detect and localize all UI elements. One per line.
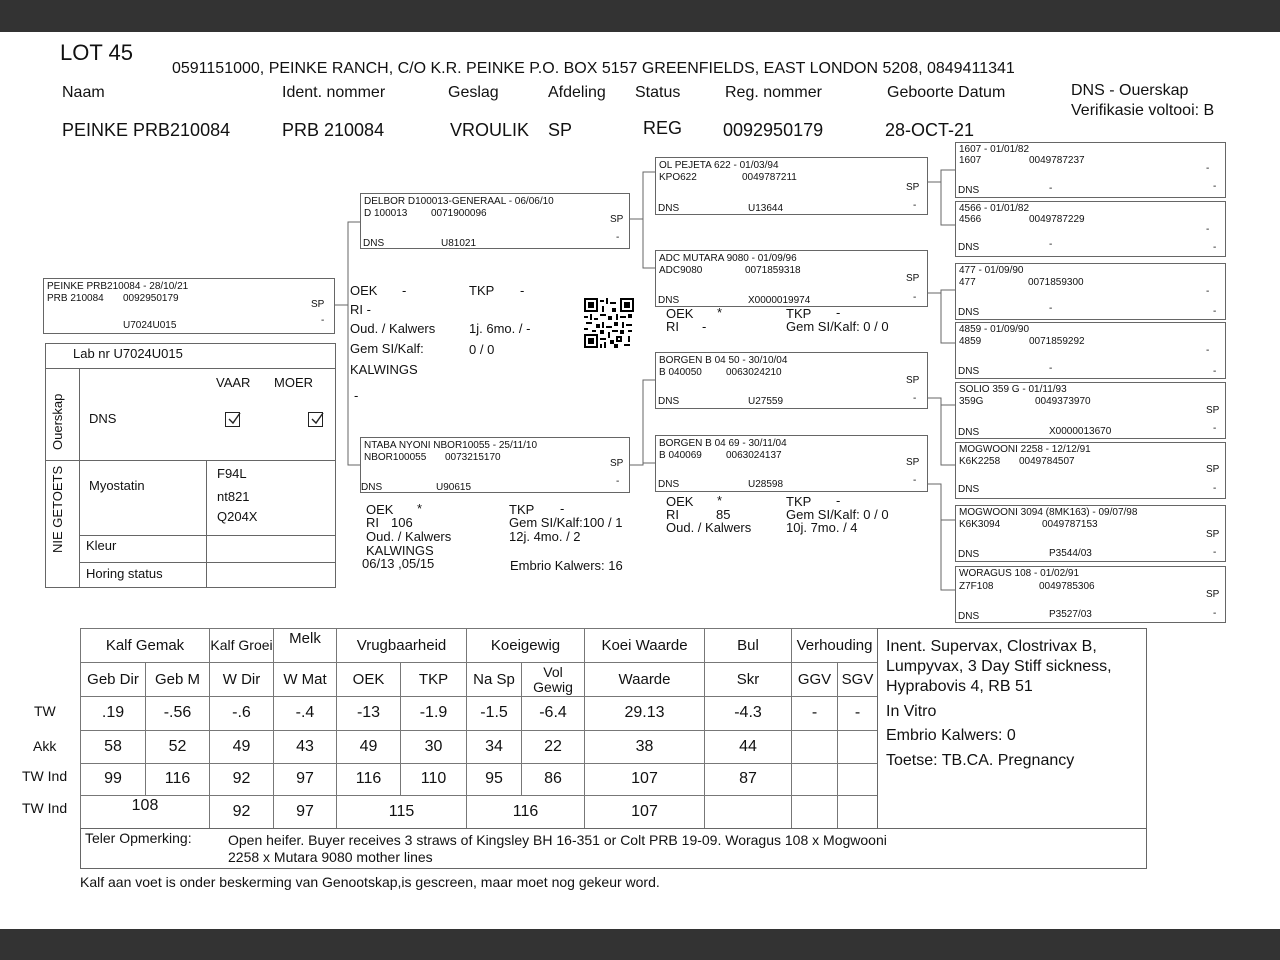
ggp-dash1: - xyxy=(1206,163,1210,174)
ggp-lab: P3527/03 xyxy=(1049,609,1092,620)
remark-label: Teler Opmerking: xyxy=(85,830,192,846)
cell: 49 xyxy=(337,731,401,764)
cell: 116 xyxy=(467,796,585,829)
ggp-reg: 0049787237 xyxy=(1029,155,1085,166)
mutara-tkp: TKP xyxy=(786,306,812,321)
ebv-table xyxy=(80,628,878,829)
ggp-card-5 xyxy=(955,382,1226,439)
gp-id: B 040050 xyxy=(659,367,702,378)
cell: .19 xyxy=(81,697,146,731)
mutara-ri-val: - xyxy=(702,319,707,334)
row-tw xyxy=(81,697,878,731)
ggp-line1: 4859 - 01/09/90 xyxy=(959,324,1030,335)
value-section: SP xyxy=(548,120,573,140)
ggp-line1: 1607 - 01/01/82 xyxy=(959,144,1030,155)
ggp-dash1: - xyxy=(1206,345,1210,356)
cell xyxy=(792,796,838,829)
ggp-card-7 xyxy=(955,505,1226,562)
cell: -.4 xyxy=(274,697,337,731)
cell: 107 xyxy=(585,764,705,796)
ggp-dns: DNS xyxy=(958,427,980,438)
qr-code xyxy=(583,298,635,348)
mutara-tkp-val: - xyxy=(836,305,841,320)
ggp-dash1: - xyxy=(1206,286,1210,297)
gp-card-2 xyxy=(655,250,928,307)
cell xyxy=(705,796,792,829)
mutara-oek-val: * xyxy=(717,305,723,320)
group-kalf-gemak: Kalf Gemak xyxy=(81,629,210,663)
animal-sp: SP xyxy=(311,299,325,310)
animal-reg: 0092950179 xyxy=(123,293,179,304)
animal-line1: PEINKE PRB210084 - 28/10/21 xyxy=(47,281,189,292)
lab-title: Lab nr U7024U015 xyxy=(73,346,183,361)
gp-dash: - xyxy=(913,292,917,303)
cell: -13 xyxy=(337,697,401,731)
group-kalf-groei: Kalf Groei xyxy=(210,629,274,663)
dam-oek: OEK xyxy=(366,502,394,517)
cell: 99 xyxy=(81,764,146,796)
ggp-sp: SP xyxy=(1206,405,1220,416)
value-name: PEINKE PRB210084 xyxy=(62,120,231,140)
ggp-dash2: - xyxy=(1213,242,1217,253)
ggp-card-6 xyxy=(955,442,1226,499)
gp-dns: DNS xyxy=(658,295,680,306)
col-w-mat: W Mat xyxy=(274,663,337,697)
gp-id: B 040069 xyxy=(659,450,702,461)
rowlabel-twind: TW Ind xyxy=(22,768,68,784)
ggp-lab: P3544/03 xyxy=(1049,548,1092,559)
ggp-dash2: - xyxy=(1213,423,1217,434)
lab-vaar: VAAR xyxy=(216,375,251,390)
ggp-reg: 0049785306 xyxy=(1039,581,1095,592)
col-tkp: TKP xyxy=(401,663,467,697)
sire-oek: OEK xyxy=(350,283,378,298)
dam-tkp: TKP xyxy=(509,502,535,517)
ggp-card-4 xyxy=(955,322,1226,379)
borgen-ri: RI xyxy=(666,507,679,522)
sire-dns: DNS xyxy=(363,238,385,249)
dam-sp: SP xyxy=(610,458,624,469)
cell: 43 xyxy=(274,731,337,764)
col-skr: Skr xyxy=(705,663,792,697)
gp-reg: 0063024210 xyxy=(726,367,782,378)
dam-embrio: Embrio Kalwers: 16 xyxy=(510,558,623,573)
gp-reg: 0049787211 xyxy=(742,172,797,183)
ggp-card-1 xyxy=(955,142,1226,198)
group-melk: Melk xyxy=(274,629,337,663)
mutara-oek: OEK xyxy=(666,306,694,321)
row-tw-ind xyxy=(81,764,878,796)
dam-ri: RI xyxy=(366,515,379,530)
ggp-dns: DNS xyxy=(958,242,980,253)
gp-line1: OL PEJETA 622 - 01/03/94 xyxy=(659,160,779,171)
animal-dash: - xyxy=(321,315,325,326)
group-vrugbaarheid: Vrugbaarheid xyxy=(337,629,467,663)
moer-check-icon xyxy=(308,412,323,427)
group-verhouding: Verhouding xyxy=(792,629,878,663)
gp-dns: DNS xyxy=(658,396,680,407)
breeder-info: 0591151000, PEINKE RANCH, C/O K.R. PEINKE P.O. BOX 5157 GREENFIELDS, EAST LONDON 5208, 0849411341 xyxy=(172,60,1015,77)
cell: 92 xyxy=(210,764,274,796)
ggp-sp: SP xyxy=(1206,589,1220,600)
ggp-id: K6K2258 xyxy=(959,456,1001,467)
ggp-dash2: - xyxy=(1213,608,1217,619)
gp-reg: 0071859318 xyxy=(745,265,801,276)
gp-dash: - xyxy=(913,200,917,211)
cell: 29.13 xyxy=(585,697,705,731)
ggp-line1: SOLIO 359 G - 01/11/93 xyxy=(959,384,1067,395)
cell: 38 xyxy=(585,731,705,764)
myo-val-1: F94L xyxy=(217,466,247,481)
cell: 52 xyxy=(146,731,210,764)
dam-tkp-val: - xyxy=(560,501,565,516)
col-geb-dir: Geb Dir xyxy=(81,663,146,697)
cell: 115 xyxy=(337,796,467,829)
ggp-sp: SP xyxy=(1206,464,1220,475)
ggp-card-3 xyxy=(955,263,1226,320)
ggp-line1: WORAGUS 108 - 01/02/91 xyxy=(959,568,1080,579)
cell: 108 xyxy=(81,796,210,829)
cell: 58 xyxy=(81,731,146,764)
sire-oud: Oud. / Kalwers xyxy=(350,321,436,336)
ggp-line1: MOGWOONI 3094 (8MK163) - 09/07/98 xyxy=(959,507,1138,518)
sire-gem: Gem SI/Kalf: xyxy=(350,341,424,356)
dam-card xyxy=(360,437,630,493)
cell: 95 xyxy=(467,764,522,796)
ggp-sp: SP xyxy=(1206,529,1220,540)
sire-oud-val: 1j. 6mo. / - xyxy=(469,321,531,336)
animal-lab: U7024U015 xyxy=(123,320,177,331)
cell: - xyxy=(838,697,878,731)
lab-myostatin: Myostatin xyxy=(89,478,145,493)
sire-lab: U81021 xyxy=(441,238,477,249)
gp-sp: SP xyxy=(906,457,920,468)
mutara-ri: RI xyxy=(666,319,679,334)
gp-id: ADC9080 xyxy=(659,265,703,276)
ggp-dns: DNS xyxy=(958,549,980,560)
label-name: Naam xyxy=(62,84,105,101)
group-bul: Bul xyxy=(705,629,792,663)
label-ident: Ident. nommer xyxy=(282,84,386,101)
cell xyxy=(792,764,838,796)
cell: 30 xyxy=(401,731,467,764)
gp-lab: X0000019974 xyxy=(748,295,811,306)
ggp-lab: X0000013670 xyxy=(1049,426,1112,437)
notes-inent: Inent. Supervax, Clostrivax B, Lumpyvax, 3 Day Stiff sickness, Hyprabovis 4, RB 51 xyxy=(886,638,1112,695)
sire-id: D 100013 xyxy=(364,208,408,219)
dns-ouerskap: DNS - Ouerskap xyxy=(1071,82,1189,99)
gp-id: KPO622 xyxy=(659,172,697,183)
label-reg: Reg. nommer xyxy=(725,84,822,101)
ggp-reg: 0049787229 xyxy=(1029,214,1085,225)
sire-kalwings: KALWINGS xyxy=(350,362,418,377)
ggp-line1: 4566 - 01/01/82 xyxy=(959,203,1030,214)
cell: 116 xyxy=(146,764,210,796)
sire-line1: DELBOR D100013-GENERAAL - 06/06/10 xyxy=(364,196,554,207)
borgen-oek: OEK xyxy=(666,494,694,509)
cell: 97 xyxy=(274,796,337,829)
dam-kalwings: KALWINGS xyxy=(366,543,434,558)
dam-reg: 0073215170 xyxy=(445,452,501,463)
lab-panel xyxy=(45,343,336,588)
cell: -1.9 xyxy=(401,697,467,731)
borgen-tkp: TKP xyxy=(786,494,812,509)
notes-embrio: Embrio Kalwers: 0 xyxy=(886,727,1016,744)
ggp-id: 477 xyxy=(959,277,976,288)
gp-dns: DNS xyxy=(658,203,680,214)
lot-number: LOT 45 xyxy=(60,40,133,65)
label-section: Afdeling xyxy=(548,84,606,101)
sire-dash: - xyxy=(616,232,620,243)
ggp-lab: - xyxy=(1049,363,1053,374)
ggp-dash2: - xyxy=(1213,547,1217,558)
row-akk xyxy=(81,731,878,764)
ggp-dns: DNS xyxy=(958,185,980,196)
ggp-dns: DNS xyxy=(958,611,980,622)
lab-nie-getoets: NIE GETOETS xyxy=(50,465,65,553)
ggp-line1: MOGWOONI 2258 - 12/12/91 xyxy=(959,444,1091,455)
cell: 44 xyxy=(705,731,792,764)
sire-sp: SP xyxy=(610,214,624,225)
notes-panel xyxy=(877,628,1147,829)
col-sgv: SGV xyxy=(838,663,878,697)
gp-reg: 0063024137 xyxy=(726,450,782,461)
animal-card xyxy=(43,278,335,334)
gp-line1: ADC MUTARA 9080 - 01/09/96 xyxy=(659,253,797,264)
vaar-check-icon xyxy=(225,412,240,427)
verification: Verifikasie voltooi: B xyxy=(1071,102,1215,119)
borgen-tkp-val: - xyxy=(836,493,841,508)
label-sex: Geslag xyxy=(448,84,499,101)
ggp-dns: DNS xyxy=(958,307,980,318)
cell: -.56 xyxy=(146,697,210,731)
label-birth: Geboorte Datum xyxy=(887,84,1006,101)
lab-dns: DNS xyxy=(89,411,117,426)
dam-line1: NTABA NYONI NBOR10055 - 25/11/10 xyxy=(364,440,538,451)
mutara-gem: Gem SI/Kalf: 0 / 0 xyxy=(786,319,889,334)
value-birth: 28-OCT-21 xyxy=(885,120,975,140)
value-reg: 0092950179 xyxy=(723,120,824,140)
borgen-oek-val: * xyxy=(717,493,723,508)
ggp-reg: 0049787153 xyxy=(1042,519,1098,530)
rowlabel-tw: TW xyxy=(34,703,56,719)
cell: 110 xyxy=(401,764,467,796)
cell xyxy=(838,764,878,796)
value-status: REG xyxy=(643,118,683,138)
myo-val-2: nt821 xyxy=(217,489,250,504)
borgen-oud: Oud. / Kalwers xyxy=(666,520,752,535)
ggp-dash2: - xyxy=(1213,181,1217,192)
gp-dns: DNS xyxy=(658,479,680,490)
sire-oek-val: - xyxy=(402,283,407,298)
cell: 86 xyxy=(522,764,585,796)
sire-tkp-val: - xyxy=(520,283,525,298)
lab-horing: Horing status xyxy=(86,566,163,581)
gp-line1: BORGEN B 04 50 - 30/10/04 xyxy=(659,355,788,366)
remark-text: Open heifer. Buyer receives 3 straws of Kingsley BH 16-351 or Colt PRB 19-09. Woragus 108 x Mogwooni 2258 x Mutara 9080 mother lines xyxy=(228,832,887,865)
gp-sp: SP xyxy=(906,375,920,386)
ggp-id: 4566 xyxy=(959,214,982,225)
sire-kalwings-val: - xyxy=(354,388,359,403)
ggp-reg: 0071859292 xyxy=(1029,336,1085,347)
dam-oud: Oud. / Kalwers xyxy=(366,529,452,544)
row-tw-ind-2 xyxy=(81,796,878,829)
ggp-dash2: - xyxy=(1213,366,1217,377)
dam-id: NBOR100055 xyxy=(364,452,427,463)
dam-age: 12j. 4mo. / 2 xyxy=(509,529,581,544)
ggp-dns: DNS xyxy=(958,484,980,495)
cell: 116 xyxy=(337,764,401,796)
cell: -4.3 xyxy=(705,697,792,731)
gp-dash: - xyxy=(913,475,917,486)
rowlabel-twind2: TW Ind xyxy=(22,800,68,816)
gp-sp: SP xyxy=(906,182,920,193)
animal-id: PRB 210084 xyxy=(47,293,104,304)
footer-note: Kalf aan voet is onder beskerming van Genootskap,is gescreen, maar moet nog gekeur word. xyxy=(80,874,660,890)
ggp-lab: - xyxy=(1049,303,1053,314)
col-oek: OEK xyxy=(337,663,401,697)
cell: 22 xyxy=(522,731,585,764)
gp-card-4 xyxy=(655,435,928,492)
borgen-age: 10j. 7mo. / 4 xyxy=(786,520,858,535)
cell: -6.4 xyxy=(522,697,585,731)
cell: 107 xyxy=(585,796,705,829)
gp-card-1 xyxy=(655,157,928,215)
ggp-card-2 xyxy=(955,201,1226,257)
value-sex: VROULIK xyxy=(450,120,530,140)
sire-card xyxy=(360,193,630,249)
dam-kalwings-dates: 06/13 ,05/15 xyxy=(362,556,435,571)
cell: 49 xyxy=(210,731,274,764)
ggp-id: K6K3094 xyxy=(959,519,1001,530)
myo-val-3: Q204X xyxy=(217,509,258,524)
ggp-dash2: - xyxy=(1213,306,1217,317)
dam-ri-val: 106 xyxy=(391,515,413,530)
sire-tkp: TKP xyxy=(469,283,495,298)
group-koei-waarde: Koei Waarde xyxy=(585,629,705,663)
cell: 92 xyxy=(210,796,274,829)
ggp-reg: 0049373970 xyxy=(1035,396,1091,407)
col-w-dir: W Dir xyxy=(210,663,274,697)
gp-lab: U28598 xyxy=(748,479,784,490)
ggp-reg: 0071859300 xyxy=(1028,277,1084,288)
ggp-dns: DNS xyxy=(958,366,980,377)
borgen-ri-val: 85 xyxy=(716,507,731,522)
gp-card-3 xyxy=(655,352,928,409)
ggp-id: 359G xyxy=(959,396,984,407)
cell: -1.5 xyxy=(467,697,522,731)
cell xyxy=(838,731,878,764)
gp-sp: SP xyxy=(906,273,920,284)
dam-dns: DNS xyxy=(361,482,383,493)
sire-reg: 0071900096 xyxy=(431,208,487,219)
cell: 34 xyxy=(467,731,522,764)
cell: 97 xyxy=(274,764,337,796)
ggp-card-8 xyxy=(955,566,1226,623)
remark-panel xyxy=(80,828,1147,869)
col-vol-gewig: Vol Gewig xyxy=(522,663,585,697)
dam-oek-val: * xyxy=(417,501,423,516)
cell xyxy=(838,796,878,829)
col-geb-m: Geb M xyxy=(146,663,210,697)
ggp-lab: - xyxy=(1049,183,1053,194)
lab-moer: MOER xyxy=(274,375,313,390)
label-status: Status xyxy=(635,84,681,101)
dam-lab: U90615 xyxy=(436,482,472,493)
ggp-dash1: - xyxy=(1206,224,1210,235)
ggp-lab: - xyxy=(1049,239,1053,250)
col-ggv: GGV xyxy=(792,663,838,697)
notes-toetse: Toetse: TB.CA. Pregnancy xyxy=(886,752,1075,769)
ggp-line1: 477 - 01/09/90 xyxy=(959,265,1024,276)
ggp-dash2: - xyxy=(1213,483,1217,494)
gp-lab: U27559 xyxy=(748,396,784,407)
col-waarde: Waarde xyxy=(585,663,705,697)
dam-gem: Gem SI/Kalf:100 / 1 xyxy=(509,515,623,530)
value-ident: PRB 210084 xyxy=(282,120,385,140)
ggp-id: Z7F108 xyxy=(959,581,994,592)
gp-lab: U13644 xyxy=(748,203,784,214)
rowlabel-akk: Akk xyxy=(33,738,57,754)
cell xyxy=(792,731,838,764)
ggp-reg: 0049784507 xyxy=(1019,456,1075,467)
dam-dash: - xyxy=(616,476,620,487)
sire-ri: RI - xyxy=(350,302,371,317)
ggp-id: 1607 xyxy=(959,155,982,166)
cell: - xyxy=(792,697,838,731)
lab-ouerskap: Ouerskap xyxy=(50,393,65,450)
lab-kleur: Kleur xyxy=(86,538,117,553)
group-koeigewig: Koeigewig xyxy=(467,629,585,663)
cell: -.6 xyxy=(210,697,274,731)
borgen-gem: Gem SI/Kalf: 0 / 0 xyxy=(786,507,889,522)
notes-invitro: In Vitro xyxy=(886,703,937,720)
gp-dash: - xyxy=(913,393,917,404)
ggp-id: 4859 xyxy=(959,336,982,347)
col-na-sp: Na Sp xyxy=(467,663,522,697)
gp-line1: BORGEN B 04 69 - 30/11/04 xyxy=(659,438,787,449)
cell: 87 xyxy=(705,764,792,796)
sire-gem-val: 0 / 0 xyxy=(469,342,495,357)
